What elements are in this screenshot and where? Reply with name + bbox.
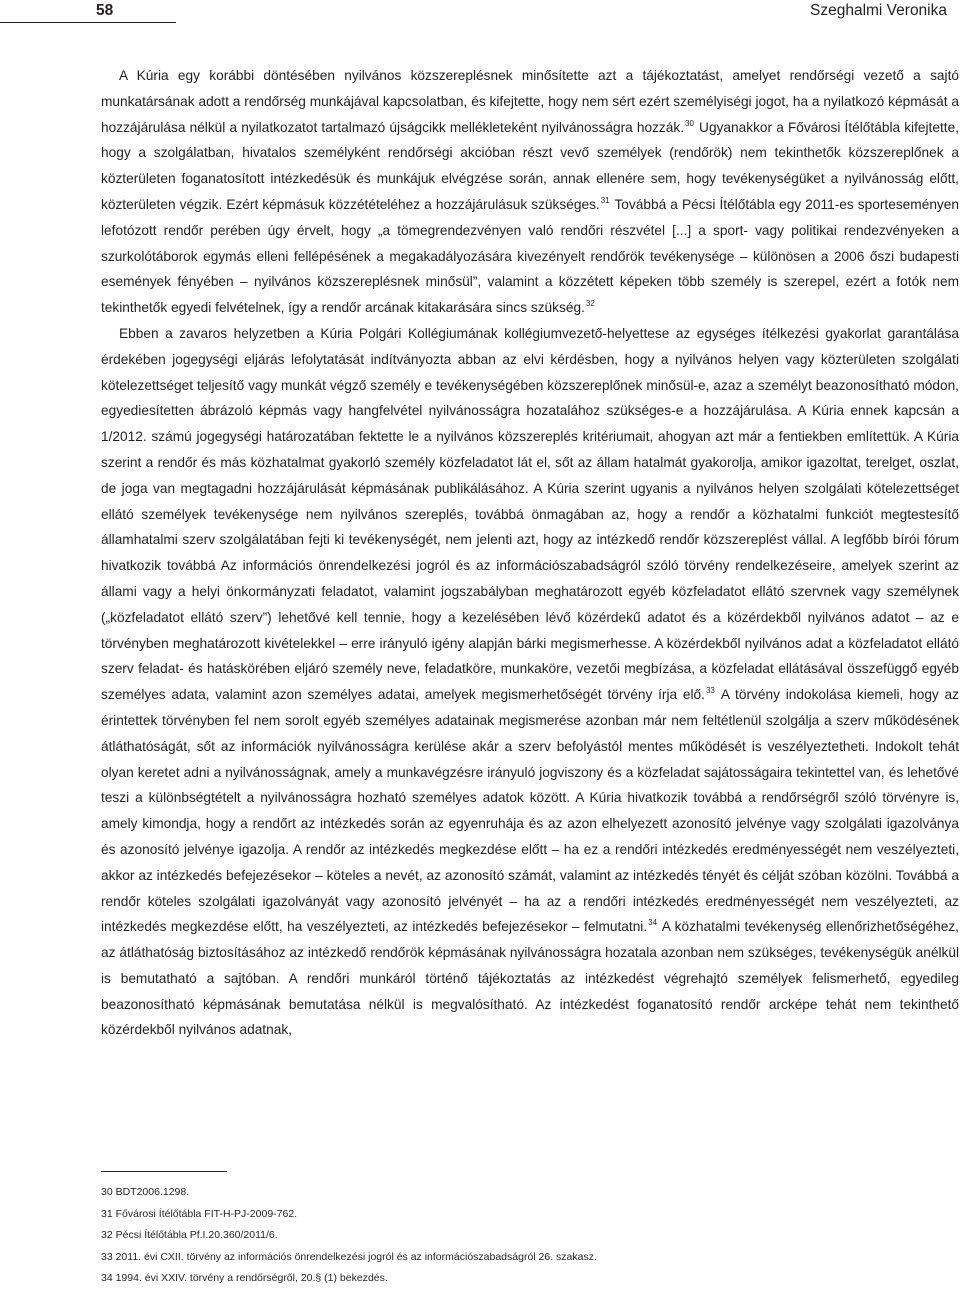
footnotes (101, 1182, 959, 1290)
text-run: Továbbá a Pécsi Ítélőtábla egy 2011-es sporteseményen lefotózott rendőr perében úgy érvelt, hogy „a tömegrendezvényen való rendőri részvétel [...] a sport- vagy politikai rendezvényeken a szurkolótáborok egymás elleni fellépésének a megakadályozására kivezényelt rendőrök tevékenysége – különösen a 2006 őszi budapesti események fényében – nyilvános közszereplésnek minősül”, valamint a közzétett képeken több személy is szerepel, ezért a fotók nem tekinthetők egyedi felvételnek, így a rendőr arcának kitakarására sincs szükség. (101, 196, 959, 316)
footnote-33: 33 2011. évi CXII. törvény az információs önrendelkezési jogról és az információszabadságról 26. szakasz. (101, 1250, 597, 1263)
page-header (0, 0, 960, 24)
text-run: A törvény indokolása kiemeli, hogy az érintettek törvényben fel nem sorolt egyéb személyes adatainak megismerése azonban már nem feltétlenül szolgálja a szerv működésének átláthatóságát, sőt az információk nyilvánosságra kerülése akár a szerv befolyástól mentes működését is veszélyeztetheti. Indokolt tehát olyan keretet adni a nyilvánosságnak, amely a munkavégzésre irányuló jogviszony és a közfeladat sajátosságaira tekintettel van, és lehetővé teszi a különbségtételt a nyilvánosságra hozható személyes adatok között. A Kúria hivatkozik továbbá a rendőrségről szóló törvényre is, amely kimondja, hogy a rendőrt az intézkedés során az egyenruhája és az azon elhelyezett azonosító jelvénye vagy szolgálati igazolványa és azonosító jelvénye igazolja. A rendőr az intézkedés megkezdése előtt – ha ez a rendőri intézkedés eredményességét nem veszélyezteti, akkor az intézkedés befejezésekor – köteles a nevét, az azonosító számát, valamint az intézkedés tényét és célját szóban közölni. Továbbá a rendőr köteles szolgálati igazolványát vagy azonosító jelvényét – ha az a rendőri intézkedés eredményességét nem veszélyezteti, az intézkedés megkezdése előtt, ha veszélyezteti, az intézkedés befejezésekor – felmutatni. (101, 687, 960, 935)
footnote-ref: 32 (585, 299, 595, 309)
page-number: 58 (96, 2, 114, 19)
footnote-34: 34 1994. évi XXIV. törvény a rendőrségről, 20.§ (1) bekezdés. (101, 1272, 388, 1284)
footnote-ref: 30 (685, 118, 694, 128)
text-run: A Kúria egy korábbi döntésében nyilvános közszereplésnek minősítette azt a tájékoztatást, amelyet rendőrségi vezető a sajtó munkatársának adott a rendőrség munkájával kapcsolatban, és kifejtette, hogy nem sért ezért személyiségi jogot, ha a nyilatkozó képmását a hozzájárulása nélkül a nyilatkozatot tartalmazó újságcikk mellékleteként nyilvánosságra hozzák. (101, 68, 959, 135)
footnote-ref: 34 (648, 918, 658, 928)
header-rule (0, 22, 176, 23)
footnote-separator (101, 1171, 227, 1172)
paragraph-2 (101, 321, 959, 1043)
footnote-31: 31 Fővárosi Ítélőtábla FIT-H-PJ-2009-762. (101, 1207, 298, 1220)
body-text (101, 63, 959, 1043)
text-run: A közhatalmi tevékenység ellenőrizhetőségéhez, az átláthatóság biztosításához az intézkedő rendőrök képmásának nyilvánosságra hozatala azonban nem szükséges, tevékenységük anélkül is bemutatható a sajtóban. A rendőri munkáról történő tájékoztatás az intézkedést végrehajtó személyek felismerhető, egyedileg beazonosítható képmásának bemutatása nélkül is megvalósítható. Az intézkedést foganatosító rendőr arcképe tehát nem tekinthető közérdekből nyilvános adatnak, (101, 919, 959, 1038)
footnote-ref: 31 (600, 195, 610, 205)
text-run: Ebben a zavaros helyzetben a Kúria Polgári Kollégiumának kollégiumvezető-helyettese az egységes ítélkezési gyakorlat garantálása érdekében jogegységi eljárás lefolytatását indítványozta abban az elvi kérdésben, hogy a nyilvános helyen vagy közterületen szolgálati kötelezettséget teljesítő vagy munkát végző személy e tevékenységében közszereplőnek minősül-e, azaz a személyt beazonosítható módon, egyediesítetten ábrázoló képmás vagy hangfelvétel nyilvánosságra hozatalához szükséges-e a hozzájárulása. A Kúria ennek kapcsán a 1/2012. számú jogegységi határozatában fektette le a nyilvános közszereplés kritériumait, ahogyan azt már a fentiekben említettük. A Kúria szerint a rendőr és más közhatalmat gyakorló személy közfeladatot lát el, sőt az állam hatalmát gyakorolja, amikor igazoltat, terelget, oszlat, de joga van megtagadni hozzájárulását képmásának publikálásához. A Kúria szerint ugyanis a nyilvános helyen szolgálati kötelezettséget ellátó személyek tevékenysége nem nyilvános szereplés, továbbá önmagában az, hogy a rendőr a közhatalmi funkciót megtestesítő államhatalmi szerv szolgálatában fejti ki tevékenységét, nem jelenti azt, hogy az intézkedő rendőr közszereplést vállal. A legfőbb bírói fórum hivatkozik továbbá Az információs önrendelkezési jogról és az információszabadságról szóló törvény rendelkezéseire, amelyek szerint az állami vagy a helyi önkormányzati feladatot, valamint jogszabályban meghatározott egyéb közfeladatot ellátó szervnek vagy személynek („közfeladatot ellátó szerv”) lehetővé kell tennie, hogy a kezelésében lévő közérdekű adatot és a közérdekből nyilvános adatot – az e törvényben meghatározott kivételekkel – erre irányuló igény alapján bárki megismerhesse. A közérdekből nyilvános adat a közfeladatot ellátó szerv feladat- és hatáskörében eljáró személy neve, feladatköre, munkaköre, vezetői megbízása, a közfeladat ellátásával összefüggő egyéb személyes adata, valamint azon személyes adatai, amelyek megismerhetőségét törvény írja elő. (101, 325, 959, 703)
footnote-32: 32 Pécsi Ítélőtábla Pf.I.20.360/2011/6. (101, 1229, 278, 1241)
text-run: Ugyanakkor a Fővárosi Ítélőtábla kifejtette, hogy a szolgálatban, hivatalos személyként rendőrségi akcióban részt vevő személyek (rendőrök) nem tekinthetők közszereplőnek a közterületen foganatosított intézkedésük és munkájuk elvégzése során, annak ellenére sem, hogy tevékenységüket a nyilvánosság előtt, közterületen végzik. Ezért képmásuk közzétételéhez a hozzájárulásuk szükséges. (101, 119, 959, 212)
running-head-author: Szeghalmi Veronika (810, 2, 947, 19)
paragraph-1 (101, 63, 959, 321)
footnote-ref: 33 (705, 686, 715, 696)
footnote-30: 30 BDT2006.1298. (101, 1186, 190, 1198)
